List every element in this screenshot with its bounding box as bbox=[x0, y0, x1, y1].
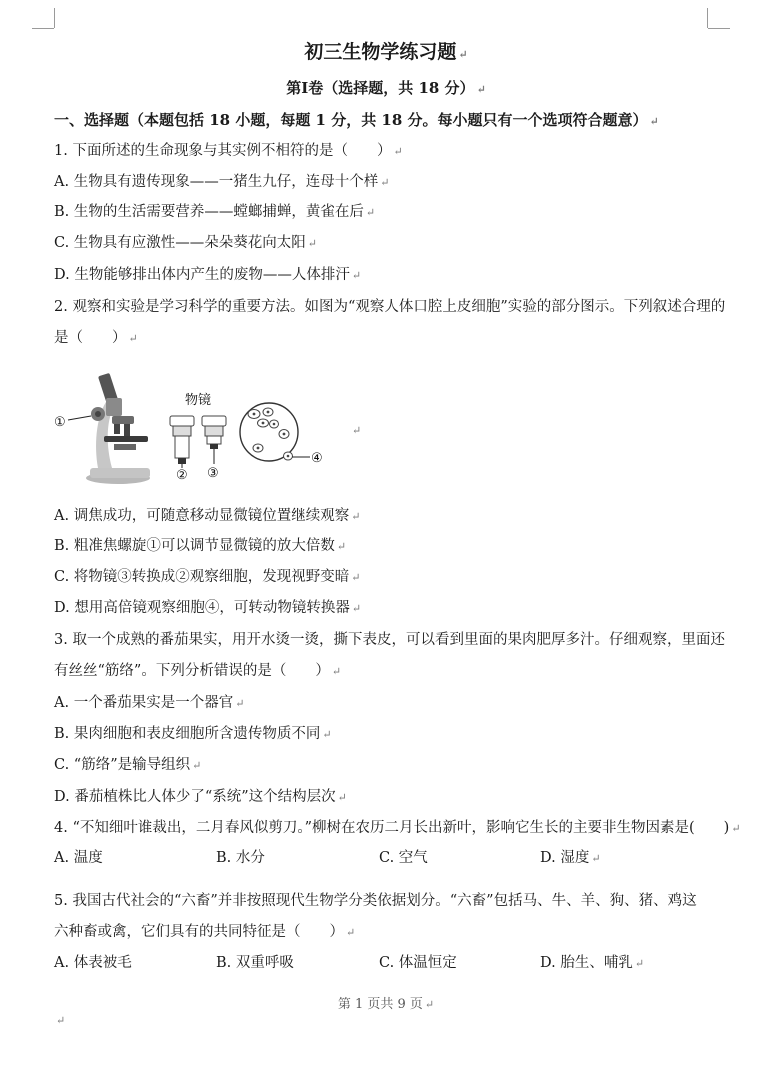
question-4-option-a: A. 温度 bbox=[54, 850, 103, 866]
question-1-option-b: B. 生物的生活需要营养——螳螂捕蝉，黄雀在后 ↵ bbox=[54, 204, 376, 220]
question-4-option-c: C. 空气 bbox=[379, 850, 428, 866]
question-3-stem-line-1: 3. 取一个成熟的番茄果实，用开水烫一烫，撕下表皮，可以看到里面的果肉肥厚多汁。仔细观察，里面还 bbox=[54, 632, 725, 648]
question-2-option-c: C. 将物镜③转换成②观察细胞，发现视野变暗 ↵ bbox=[54, 569, 361, 585]
microscope-diagram bbox=[54, 368, 374, 486]
question-4-option-d: D. 湿度 ↵ bbox=[540, 850, 601, 866]
question-5-stem-line-2: 六种畜或禽，它们具有的共同特征是（ ） ↵ bbox=[54, 924, 356, 940]
page-title: 初三生物学练习题 ↵ bbox=[304, 41, 468, 63]
question-2-option-a: A. 调焦成功，可随意移动显微镜位置继续观察 ↵ bbox=[54, 508, 361, 524]
question-4-options bbox=[54, 848, 694, 868]
label-3: ③ bbox=[207, 466, 219, 481]
objective-lens-3 bbox=[202, 416, 226, 449]
question-5-option-d: D. 胎生、哺乳 ↵ bbox=[540, 955, 645, 971]
question-4-stem: 4. “不知细叶谁裁出，二月春风似剪刀。”柳树在农历二月长出新叶，影响它生长的主要非生物因素是( ) ↵ bbox=[54, 820, 741, 836]
question-5-option-a: A. 体表被毛 bbox=[54, 955, 132, 971]
crop-mark bbox=[32, 28, 54, 29]
crop-mark bbox=[54, 8, 55, 28]
microscope-icon bbox=[68, 373, 150, 484]
objective-label: 物镜 bbox=[185, 393, 212, 408]
question-3-stem-line-2: 有丝丝“筋络”。下列分析错误的是（ ） ↵ bbox=[54, 663, 342, 679]
crop-mark bbox=[707, 8, 708, 28]
label-1: ① bbox=[54, 415, 66, 430]
question-1-stem: 1. 下面所述的生命现象与其实例不相符的是（ ） ↵ bbox=[54, 143, 403, 159]
question-3-option-c: C. “筋络”是输导组织 ↵ bbox=[54, 757, 202, 773]
question-3-option-b: B. 果肉细胞和表皮细胞所含遗传物质不同 ↵ bbox=[54, 726, 332, 742]
label-2: ② bbox=[176, 468, 188, 483]
label-4: ④ bbox=[311, 451, 323, 466]
question-5-stem-line-1: 5. 我国古代社会的“六畜”并非按照现代生物学分类依据划分。“六畜”包括马、牛、羊、狗、猪、鸡这 bbox=[54, 893, 697, 909]
question-5-option-b: B. 双重呼吸 bbox=[216, 955, 294, 971]
part-heading: 一、选择题（本题包括 18 小题，每题 1 分，共 18 分。每小题只有一个选项符合题意） ↵ bbox=[54, 111, 659, 129]
crop-mark bbox=[708, 28, 730, 29]
question-3-option-a: A. 一个番茄果实是一个器官 ↵ bbox=[54, 695, 245, 711]
objective-lens-2 bbox=[170, 416, 194, 464]
paragraph-mark: ↵ bbox=[352, 424, 362, 437]
question-2-option-d: D. 想用高倍镜观察细胞④，可转动物镜转换器 ↵ bbox=[54, 600, 362, 616]
question-1-option-a: A. 生物具有遗传现象——一猪生九仔，连母十个样 ↵ bbox=[54, 174, 390, 190]
question-5-option-c: C. 体温恒定 bbox=[379, 955, 457, 971]
question-2-stem-line-2: 是（ ） ↵ bbox=[54, 330, 138, 346]
question-5-options bbox=[54, 953, 694, 973]
question-2-stem-line-1: 2. 观察和实验是学习科学的重要方法。如图为“观察人体口腔上皮细胞”实验的部分图示。下列叙述合理的 bbox=[54, 299, 726, 315]
question-1-option-d: D. 生物能够排出体内产生的废物——人体排汗 ↵ bbox=[54, 267, 362, 283]
microscope-figure bbox=[54, 368, 374, 486]
end-mark: ↵ bbox=[56, 1014, 66, 1027]
section-title: 第Ⅰ卷（选择题，共 18 分） ↵ bbox=[286, 79, 486, 97]
question-2-option-b: B. 粗准焦螺旋①可以调节显微镜的放大倍数 ↵ bbox=[54, 538, 347, 554]
page-footer: 第 1 页共 9 页 ↵ bbox=[337, 997, 435, 1012]
question-4-option-b: B. 水分 bbox=[216, 850, 265, 866]
field-of-view bbox=[240, 403, 310, 461]
question-3-option-d: D. 番茄植株比人体少了“系统”这个结构层次 ↵ bbox=[54, 789, 347, 805]
question-1-option-c: C. 生物具有应激性——朵朵葵花向太阳 ↵ bbox=[54, 235, 318, 251]
